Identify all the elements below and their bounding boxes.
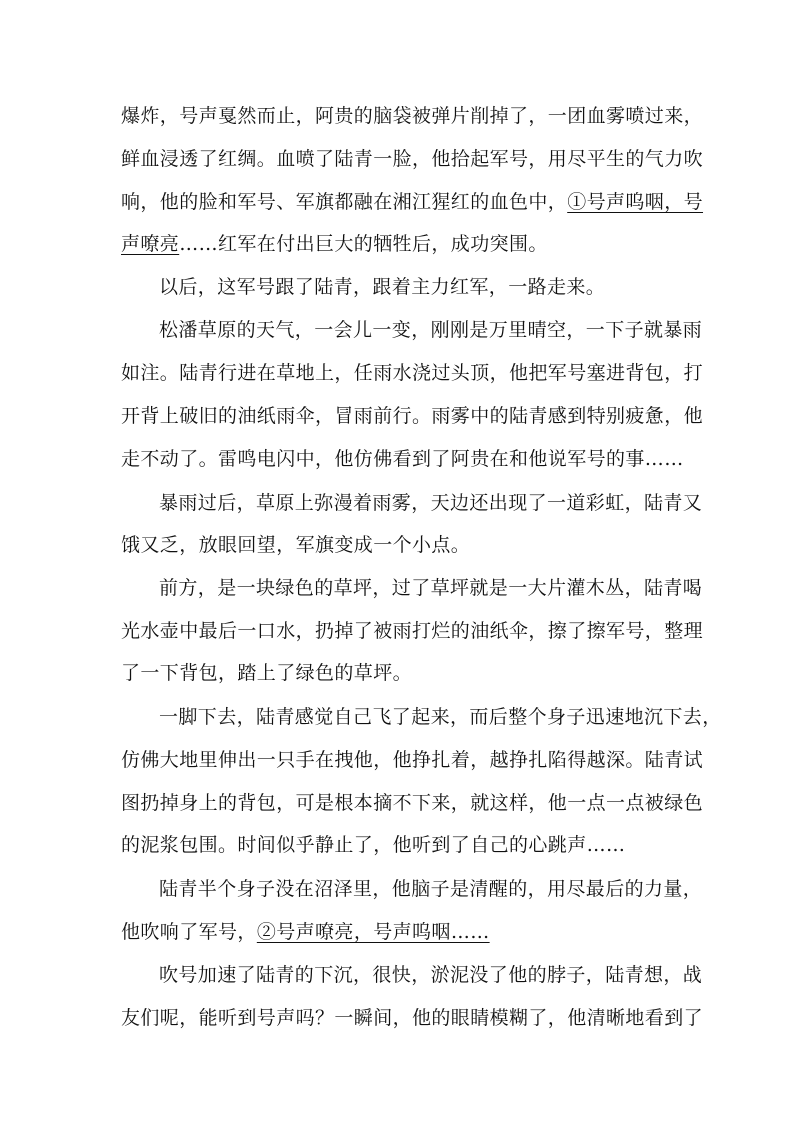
text-line bbox=[121, 532, 681, 558]
text-segment: 暴雨过后，草原上弥漫着雨雾，天边还出现了一道彩虹，陆青又 bbox=[159, 492, 703, 514]
text-segment: ……红军在付出巨大的牺牲后，成功突围。 bbox=[179, 233, 548, 255]
text-segment: 他吹响了军号， bbox=[121, 921, 257, 943]
text-segment: 鲜血浸透了红绸。血喷了陆青一脸，他拾起军号，用尽平生的气力吹 bbox=[121, 148, 704, 170]
text-segment: 走不动了。雷鸣电闪中，他仿佛看到了阿贵在和他说军号的事…… bbox=[121, 448, 684, 470]
text-segment: 光水壶中最后一口水，扔掉了被雨打烂的油纸伞，擦了擦军号，整理 bbox=[121, 620, 704, 642]
text-line bbox=[121, 360, 704, 386]
text-line bbox=[121, 575, 703, 601]
text-segment: 友们呢，能听到号声吗？一瞬间，他的眼睛模糊了，他清晰地看到了 bbox=[121, 1007, 704, 1029]
text-line bbox=[121, 1005, 704, 1031]
text-segment: 一脚下去，陆青感觉自己飞了起来，而后整个身子迅速地沉下去， bbox=[159, 706, 722, 728]
text-segment: 松潘草原的天气，一会儿一变，刚刚是万里晴空，一下子就暴雨 bbox=[159, 319, 703, 341]
text-line bbox=[121, 189, 704, 215]
text-segment: 了一下背包，踏上了绿色的草坪。 bbox=[121, 662, 413, 684]
text-segment: 如注。陆青行进在草地上，任雨水浇过头顶，他把军号塞进背包，打 bbox=[121, 362, 704, 384]
text-line bbox=[121, 876, 703, 902]
text-line bbox=[121, 317, 703, 343]
text-segment: 陆青半个身子没在沼泽里，他脑子是清醒的，用尽最后的力量， bbox=[159, 878, 703, 900]
text-segment: 响，他的脸和军号、军旗都融在湘江猩红的血色中， bbox=[121, 191, 568, 213]
text-segment: 开背上破旧的油纸雨伞，冒雨前行。雨雾中的陆青感到特别疲惫，他 bbox=[121, 405, 704, 427]
text-line bbox=[121, 790, 704, 816]
text-line bbox=[121, 618, 704, 644]
text-line bbox=[121, 832, 681, 858]
text-line bbox=[121, 231, 681, 257]
underlined-phrase: ②号声嘹亮，号声呜咽…… bbox=[256, 921, 490, 943]
text-line bbox=[121, 660, 681, 686]
underlined-phrase: 声嘹亮 bbox=[121, 233, 180, 255]
text-line bbox=[121, 747, 704, 773]
text-segment: 图扔掉身上的背包，可是根本摘不下来，就这样，他一点一点被绿色 bbox=[121, 792, 704, 814]
text-segment: 仿佛大地里伸出一只手在拽他，他挣扎着，越挣扎陷得越深。陆青试 bbox=[121, 749, 704, 771]
text-segment: 的泥浆包围。时间似乎静止了，他听到了自己的心跳声…… bbox=[121, 834, 626, 856]
text-line bbox=[121, 490, 703, 516]
text-segment: 爆炸，号声戛然而止，阿贵的脑袋被弹片削掉了，一团血雾喷过来， bbox=[121, 105, 704, 127]
text-segment: 以后，这军号跟了陆青，跟着主力红军，一路走来。 bbox=[159, 276, 606, 298]
text-line bbox=[121, 446, 684, 472]
text-line bbox=[121, 919, 681, 945]
text-line bbox=[121, 962, 703, 988]
text-line bbox=[121, 146, 704, 172]
text-segment: 前方，是一块绿色的草坪，过了草坪就是一大片灌木丛，陆青喝 bbox=[159, 577, 703, 599]
text-segment: 饿又乏，放眼回望，军旗变成一个小点。 bbox=[121, 534, 471, 556]
text-line bbox=[121, 403, 704, 429]
text-line bbox=[121, 103, 704, 129]
text-line bbox=[121, 704, 722, 730]
underlined-phrase: ①号声呜咽，号 bbox=[567, 191, 704, 213]
text-line bbox=[121, 274, 681, 300]
text-segment: 吹号加速了陆青的下沉，很快，淤泥没了他的脖子，陆青想，战 bbox=[159, 964, 703, 986]
